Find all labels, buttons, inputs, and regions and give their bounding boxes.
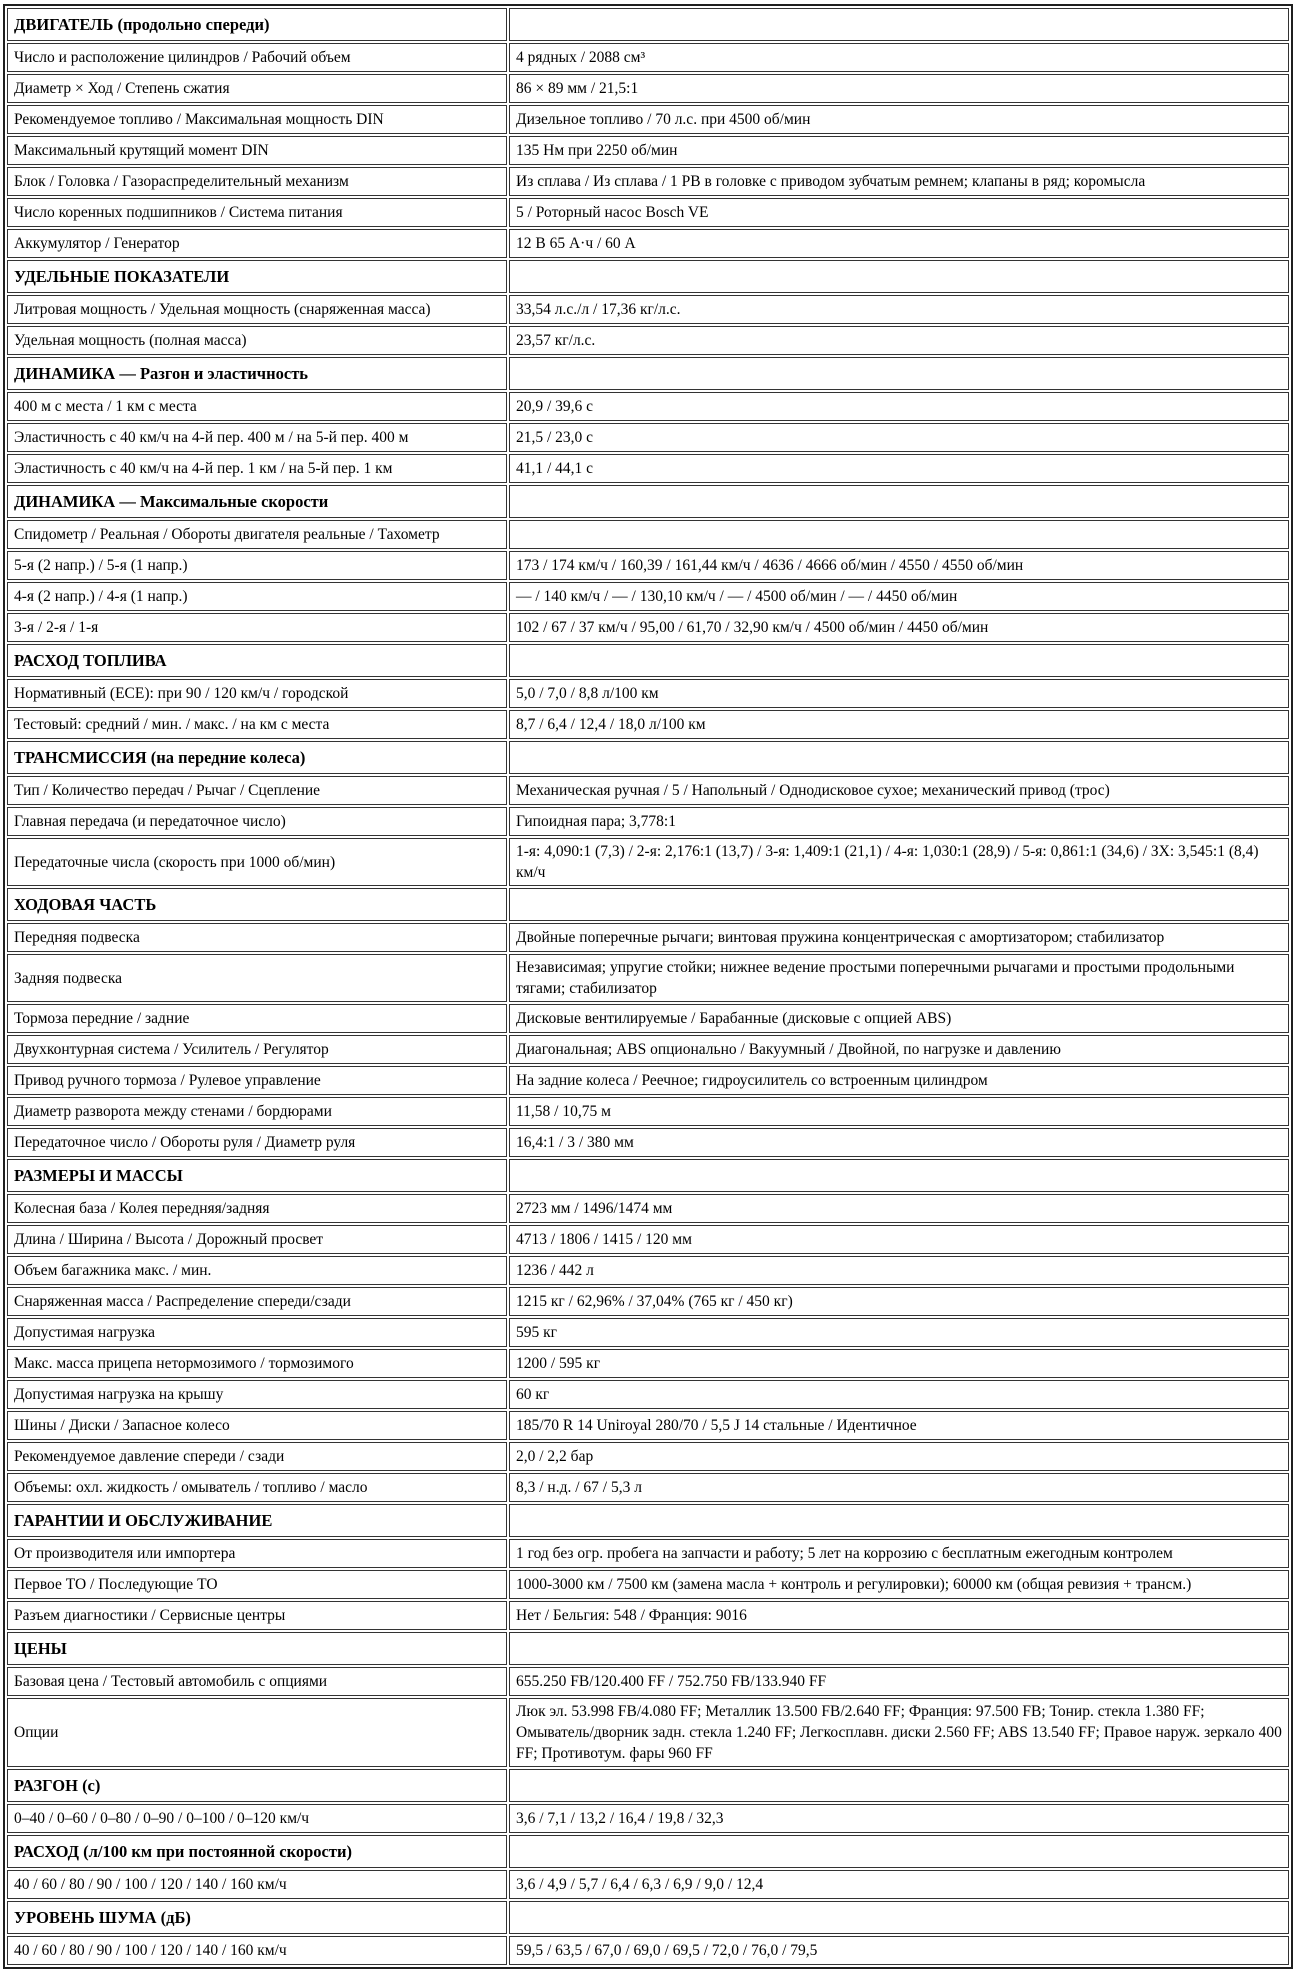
spec-value-cell: 21,5 / 23,0 с [509, 423, 1289, 452]
spec-label-cell: Опции [7, 1698, 507, 1767]
section-empty-cell [509, 1769, 1289, 1802]
spec-label-cell: 0–40 / 0–60 / 0–80 / 0–90 / 0–100 / 0–120 км/ч [7, 1804, 507, 1833]
spec-value-cell: 3,6 / 7,1 / 13,2 / 16,4 / 19,8 / 32,3 [509, 1804, 1289, 1833]
spec-value-cell: 1 год без огр. пробега на запчасти и работу; 5 лет на коррозию с бесплатным ежегодным контролем [509, 1539, 1289, 1568]
spec-label-cell: Число коренных подшипников / Система питания [7, 198, 507, 227]
spec-row [7, 136, 1289, 165]
spec-value-cell: 1000-3000 км / 7500 км (замена масла + контроль и регулировки); 60000 км (общая ревизия + трансм.) [509, 1570, 1289, 1599]
spec-value-cell: Диагональная; ABS опционально / Вакуумный / Двойной, по нагрузке и давлению [509, 1035, 1289, 1064]
spec-value-cell: 23,57 кг/л.с. [509, 326, 1289, 355]
section-empty-cell [509, 1901, 1289, 1934]
section-empty-cell [509, 1159, 1289, 1192]
spec-row [7, 582, 1289, 611]
spec-row [7, 74, 1289, 103]
section-empty-cell [509, 260, 1289, 293]
section-empty-cell [509, 1632, 1289, 1665]
spec-row [7, 167, 1289, 196]
section-row [7, 1835, 1289, 1868]
spec-row [7, 454, 1289, 483]
spec-row [7, 1349, 1289, 1378]
section-empty-cell [509, 1504, 1289, 1537]
spec-row [7, 1442, 1289, 1471]
spec-row [7, 1380, 1289, 1409]
spec-label-cell: Передаточные числа (скорость при 1000 об/мин) [7, 838, 507, 886]
spec-label-cell: 400 м с места / 1 км с места [7, 392, 507, 421]
section-row [7, 8, 1289, 41]
section-row [7, 1901, 1289, 1934]
spec-value-cell: 3,6 / 4,9 / 5,7 / 6,4 / 6,3 / 6,9 / 9,0 / 12,4 [509, 1870, 1289, 1899]
spec-label-cell: Тип / Количество передач / Рычаг / Сцепление [7, 776, 507, 805]
spec-label-cell: Число и расположение цилиндров / Рабочий объем [7, 43, 507, 72]
spec-value-cell: 2723 мм / 1496/1474 мм [509, 1194, 1289, 1223]
spec-value-cell [509, 520, 1289, 549]
spec-label-cell: Объемы: охл. жидкость / омыватель / топливо / масло [7, 1473, 507, 1502]
spec-value-cell: 1236 / 442 л [509, 1256, 1289, 1285]
section-row [7, 1504, 1289, 1537]
section-row [7, 357, 1289, 390]
spec-label-cell: Разъем диагностики / Сервисные центры [7, 1601, 507, 1630]
section-title-cell: ТРАНСМИССИЯ (на передние колеса) [7, 741, 507, 774]
spec-value-cell: 1-я: 4,090:1 (7,3) / 2-я: 2,176:1 (13,7) / 3-я: 1,409:1 (21,1) / 4-я: 1,030:1 (28,9) / 5-я: 0,861:1 (34,6) / ЗХ: 3,545:1 (8,4) км/ч [509, 838, 1289, 886]
spec-label-cell: Колесная база / Колея передняя/задняя [7, 1194, 507, 1223]
spec-value-cell: 33,54 л.с./л / 17,36 кг/л.с. [509, 295, 1289, 324]
spec-label-cell: Шины / Диски / Запасное колесо [7, 1411, 507, 1440]
spec-value-cell: 86 × 89 мм / 21,5:1 [509, 74, 1289, 103]
spec-value-cell: 5 / Роторный насос Bosch VE [509, 198, 1289, 227]
spec-value-cell: Дизельное топливо / 70 л.с. при 4500 об/мин [509, 105, 1289, 134]
spec-label-cell: Диаметр разворота между стенами / бордюрами [7, 1097, 507, 1126]
spec-value-cell: Независимая; упругие стойки; нижнее ведение простыми поперечными рычагами и простыми продольными тягами; стабилизатор [509, 954, 1289, 1002]
spec-row [7, 679, 1289, 708]
spec-row [7, 1225, 1289, 1254]
spec-row [7, 710, 1289, 739]
spec-label-cell: Диаметр × Ход / Степень сжатия [7, 74, 507, 103]
spec-label-cell: Первое ТО / Последующие ТО [7, 1570, 507, 1599]
spec-label-cell: Макс. масса прицепа нетормозимого / тормозимого [7, 1349, 507, 1378]
section-title-cell: ДВИГАТЕЛЬ (продольно спереди) [7, 8, 507, 41]
section-title-cell: РАСХОД ТОПЛИВА [7, 644, 507, 677]
spec-row [7, 520, 1289, 549]
section-title-cell: ХОДОВАЯ ЧАСТЬ [7, 888, 507, 921]
spec-value-cell: 8,7 / 6,4 / 12,4 / 18,0 л/100 км [509, 710, 1289, 739]
spec-value-cell: 20,9 / 39,6 с [509, 392, 1289, 421]
spec-label-cell: Спидометр / Реальная / Обороты двигателя реальные / Тахометр [7, 520, 507, 549]
spec-value-cell: Гипоидная пара; 3,778:1 [509, 807, 1289, 836]
spec-row [7, 923, 1289, 952]
spec-label-cell: 40 / 60 / 80 / 90 / 100 / 120 / 140 / 160 км/ч [7, 1936, 507, 1965]
section-empty-cell [509, 1835, 1289, 1868]
section-title-cell: ДИНАМИКА — Разгон и эластичность [7, 357, 507, 390]
spec-value-cell: 12 В 65 А·ч / 60 А [509, 229, 1289, 258]
spec-row [7, 1870, 1289, 1899]
spec-row [7, 1473, 1289, 1502]
spec-label-cell: Аккумулятор / Генератор [7, 229, 507, 258]
spec-value-cell: 41,1 / 44,1 с [509, 454, 1289, 483]
spec-label-cell: Передаточное число / Обороты руля / Диаметр руля [7, 1128, 507, 1157]
spec-row [7, 1256, 1289, 1285]
spec-row [7, 807, 1289, 836]
spec-label-cell: 40 / 60 / 80 / 90 / 100 / 120 / 140 / 160 км/ч [7, 1870, 507, 1899]
spec-value-cell: 595 кг [509, 1318, 1289, 1347]
spec-row [7, 954, 1289, 1002]
spec-label-cell: Объем багажника макс. / мин. [7, 1256, 507, 1285]
spec-value-cell: 1215 кг / 62,96% / 37,04% (765 кг / 450 кг) [509, 1287, 1289, 1316]
spec-value-cell: 16,4:1 / 3 / 380 мм [509, 1128, 1289, 1157]
section-title-cell: ГАРАНТИИ И ОБСЛУЖИВАНИЕ [7, 1504, 507, 1537]
spec-label-cell: Допустимая нагрузка [7, 1318, 507, 1347]
spec-label-cell: Рекомендуемое топливо / Максимальная мощность DIN [7, 105, 507, 134]
spec-row [7, 1411, 1289, 1440]
spec-value-cell: 135 Нм при 2250 об/мин [509, 136, 1289, 165]
section-empty-cell [509, 357, 1289, 390]
spec-row [7, 1698, 1289, 1767]
spec-label-cell: Привод ручного тормоза / Рулевое управление [7, 1066, 507, 1095]
section-row [7, 485, 1289, 518]
section-row [7, 741, 1289, 774]
spec-value-cell: 173 / 174 км/ч / 160,39 / 161,44 км/ч / 4636 / 4666 об/мин / 4550 / 4550 об/мин [509, 551, 1289, 580]
spec-value-cell: 4 рядных / 2088 см³ [509, 43, 1289, 72]
spec-row [7, 1194, 1289, 1223]
spec-label-cell: Максимальный крутящий момент DIN [7, 136, 507, 165]
spec-row [7, 1287, 1289, 1316]
spec-value-cell: Люк эл. 53.998 FB/4.080 FF; Металлик 13.500 FB/2.640 FF; Франция: 97.500 FB; Тонир. стекла 1.380 FF; Омыватель/дворник задн. стекла 1.240 FF; Легкосплавн. диски 2.560 FF; ABS 13.540 FF; Правое наруж. зеркало 400 FF; Противотум. фары 960 FF [509, 1698, 1289, 1767]
spec-row [7, 1097, 1289, 1126]
spec-value-cell: 4713 / 1806 / 1415 / 120 мм [509, 1225, 1289, 1254]
spec-row [7, 613, 1289, 642]
spec-value-cell: 11,58 / 10,75 м [509, 1097, 1289, 1126]
section-title-cell: РАЗГОН (с) [7, 1769, 507, 1802]
spec-label-cell: Базовая цена / Тестовый автомобиль с опциями [7, 1667, 507, 1696]
spec-label-cell: Двухконтурная система / Усилитель / Регулятор [7, 1035, 507, 1064]
spec-value-cell: 655.250 FB/120.400 FF / 752.750 FB/133.940 FF [509, 1667, 1289, 1696]
spec-label-cell: 5-я (2 напр.) / 5-я (1 напр.) [7, 551, 507, 580]
section-title-cell: УДЕЛЬНЫЕ ПОКАЗАТЕЛИ [7, 260, 507, 293]
section-title-cell: ДИНАМИКА — Максимальные скорости [7, 485, 507, 518]
spec-row [7, 423, 1289, 452]
spec-row [7, 1804, 1289, 1833]
spec-label-cell: Эластичность с 40 км/ч на 4-й пер. 400 м / на 5-й пер. 400 м [7, 423, 507, 452]
spec-row [7, 1066, 1289, 1095]
car-spec-table [3, 4, 1293, 1969]
spec-row [7, 198, 1289, 227]
section-row [7, 888, 1289, 921]
spec-value-cell: 1200 / 595 кг [509, 1349, 1289, 1378]
spec-label-cell: Тормоза передние / задние [7, 1004, 507, 1033]
spec-label-cell: Рекомендуемое давление спереди / сзади [7, 1442, 507, 1471]
spec-label-cell: Снаряженная масса / Распределение спереди/сзади [7, 1287, 507, 1316]
spec-value-cell: Дисковые вентилируемые / Барабанные (дисковые с опцией ABS) [509, 1004, 1289, 1033]
spec-label-cell: Блок / Головка / Газораспределительный механизм [7, 167, 507, 196]
spec-value-cell: 60 кг [509, 1380, 1289, 1409]
section-title-cell: РАЗМЕРЫ И МАССЫ [7, 1159, 507, 1192]
section-row [7, 1632, 1289, 1665]
section-title-cell: ЦЕНЫ [7, 1632, 507, 1665]
spec-label-cell: Эластичность с 40 км/ч на 4-й пер. 1 км / на 5-й пер. 1 км [7, 454, 507, 483]
spec-label-cell: Главная передача (и передаточное число) [7, 807, 507, 836]
spec-label-cell: Передняя подвеска [7, 923, 507, 952]
spec-row [7, 1539, 1289, 1568]
spec-label-cell: Длина / Ширина / Высота / Дорожный просвет [7, 1225, 507, 1254]
spec-label-cell: Задняя подвеска [7, 954, 507, 1002]
spec-row [7, 229, 1289, 258]
spec-value-cell: 8,3 / н.д. / 67 / 5,3 л [509, 1473, 1289, 1502]
spec-row [7, 1128, 1289, 1157]
section-row [7, 644, 1289, 677]
spec-label-cell: 3-я / 2-я / 1-я [7, 613, 507, 642]
spec-label-cell: Допустимая нагрузка на крышу [7, 1380, 507, 1409]
section-empty-cell [509, 8, 1289, 41]
section-title-cell: УРОВЕНЬ ШУМА (дБ) [7, 1901, 507, 1934]
spec-label-cell: Удельная мощность (полная масса) [7, 326, 507, 355]
spec-row [7, 392, 1289, 421]
spec-value-cell: 59,5 / 63,5 / 67,0 / 69,0 / 69,5 / 72,0 / 76,0 / 79,5 [509, 1936, 1289, 1965]
spec-row [7, 551, 1289, 580]
spec-table-body [7, 8, 1289, 1965]
spec-value-cell: Из сплава / Из сплава / 1 РВ в головке с приводом зубчатым ремнем; клапаны в ряд; коромысла [509, 167, 1289, 196]
spec-row [7, 105, 1289, 134]
spec-row [7, 1936, 1289, 1965]
section-empty-cell [509, 485, 1289, 518]
spec-value-cell: Нет / Бельгия: 548 / Франция: 9016 [509, 1601, 1289, 1630]
spec-label-cell: Тестовый: средний / мин. / макс. / на км с места [7, 710, 507, 739]
spec-row [7, 776, 1289, 805]
spec-row [7, 1004, 1289, 1033]
section-row [7, 1159, 1289, 1192]
section-row [7, 1769, 1289, 1802]
spec-value-cell: 185/70 R 14 Uniroyal 280/70 / 5,5 J 14 стальные / Идентичное [509, 1411, 1289, 1440]
spec-value-cell: 5,0 / 7,0 / 8,8 л/100 км [509, 679, 1289, 708]
spec-value-cell: Механическая ручная / 5 / Напольный / Однодисковое сухое; механический привод (трос) [509, 776, 1289, 805]
spec-row [7, 1667, 1289, 1696]
spec-row [7, 1318, 1289, 1347]
spec-value-cell: Двойные поперечные рычаги; винтовая пружина концентрическая с амортизатором; стабилизатор [509, 923, 1289, 952]
spec-row [7, 326, 1289, 355]
section-empty-cell [509, 888, 1289, 921]
spec-row [7, 1601, 1289, 1630]
spec-value-cell: 2,0 / 2,2 бар [509, 1442, 1289, 1471]
spec-value-cell: — / 140 км/ч / — / 130,10 км/ч / — / 4500 об/мин / — / 4450 об/мин [509, 582, 1289, 611]
spec-value-cell: На задние колеса / Реечное; гидроусилитель со встроенным цилиндром [509, 1066, 1289, 1095]
spec-value-cell: 102 / 67 / 37 км/ч / 95,00 / 61,70 / 32,90 км/ч / 4500 об/мин / 4450 об/мин [509, 613, 1289, 642]
spec-label-cell: 4-я (2 напр.) / 4-я (1 напр.) [7, 582, 507, 611]
section-title-cell: РАСХОД (л/100 км при постоянной скорости) [7, 1835, 507, 1868]
spec-label-cell: Нормативный (ECE): при 90 / 120 км/ч / городской [7, 679, 507, 708]
spec-row [7, 1570, 1289, 1599]
section-empty-cell [509, 644, 1289, 677]
spec-label-cell: От производителя или импортера [7, 1539, 507, 1568]
section-row [7, 260, 1289, 293]
spec-row [7, 838, 1289, 886]
spec-row [7, 43, 1289, 72]
spec-label-cell: Литровая мощность / Удельная мощность (снаряженная масса) [7, 295, 507, 324]
spec-row [7, 295, 1289, 324]
section-empty-cell [509, 741, 1289, 774]
spec-row [7, 1035, 1289, 1064]
